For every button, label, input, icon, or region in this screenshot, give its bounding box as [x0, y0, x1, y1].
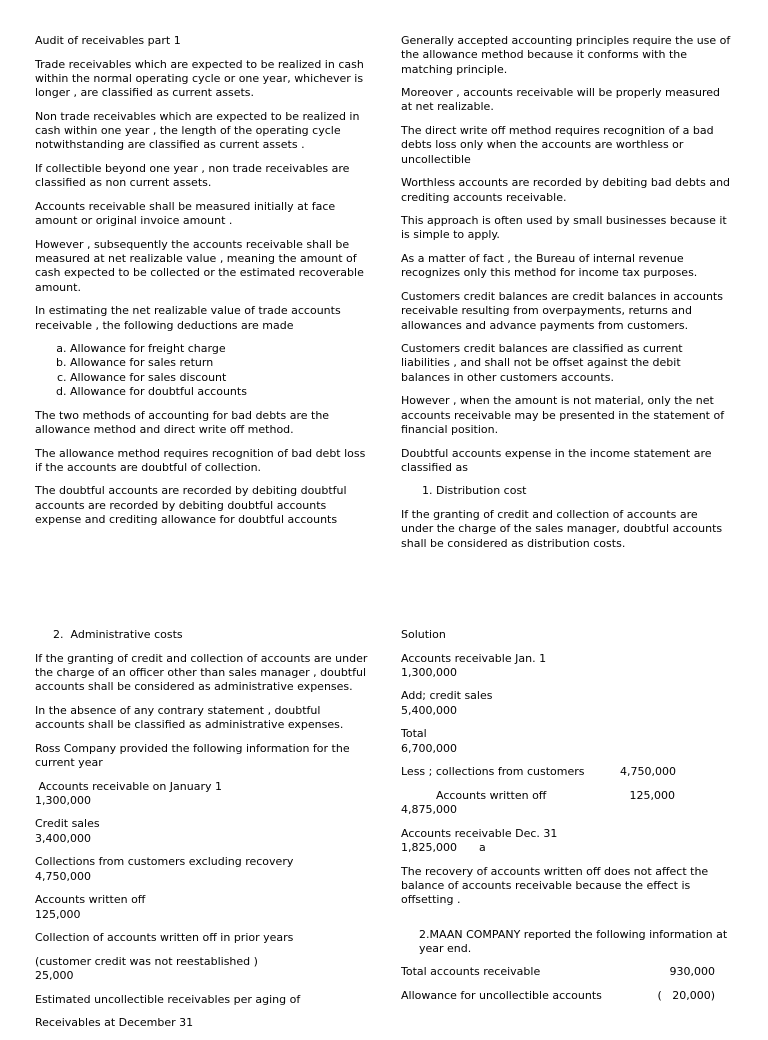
paragraph: Moreover , accounts receivable will be properly measured at net realizable.: [401, 86, 721, 114]
data-value: 1,300,000: [35, 793, 91, 807]
paragraph: However , subsequently the accounts receivable shall be measured at net realizable value , meaning the amount of cash expected to be collected or the estimated recoverable amount.: [35, 237, 364, 294]
data-label: Accounts receivable on January 1: [35, 779, 223, 793]
data-item: [35, 855, 370, 884]
paragraph: The doubtful accounts are recorded by debiting doubtful accounts are recorded by debiting doubtful accounts expense and crediting allowance for doubtful accounts: [35, 484, 347, 526]
data-item: [35, 893, 370, 922]
paragraph: The direct write off method requires recognition of a bad debts loss only when the accounts are worthless or uncollectible: [401, 124, 714, 166]
document-title: Audit of receivables part 1: [35, 34, 181, 47]
paragraph: Worthless accounts are recorded by debiting bad debts and crediting accounts receivable.: [401, 176, 731, 204]
data-label: Total accounts receivable: [401, 965, 541, 979]
list-item: a. Allowance for freight charge: [70, 342, 370, 356]
data-value: 1,300,000: [401, 665, 457, 679]
list-item: c. Allowance for sales discount: [70, 371, 370, 385]
data-label: Accounts written off: [436, 788, 547, 802]
data-value: 5,400,000: [401, 703, 457, 717]
data-value: 125,000: [629, 788, 675, 802]
data-label: Total: [401, 727, 427, 741]
data-value: 6,700,000: [401, 741, 457, 755]
classification-list: [401, 484, 733, 498]
data-item: [35, 955, 370, 984]
list-item: b. Allowance for sales return: [70, 356, 370, 370]
data-label: Accounts receivable Jan. 1: [401, 651, 547, 665]
problem-heading: 2.MAAN COMPANY reported the following information at year end.: [419, 927, 728, 955]
paragraph: Non trade receivables which are expected to be realized in cash within one year , the length of the operating cycle notwithstanding are classified as current assets .: [35, 109, 360, 152]
paragraph: The recovery of accounts written off does not affect the balance of accounts receivable because the effect is offsetting .: [401, 864, 709, 907]
data-item: [401, 689, 733, 718]
answer-marker: a: [478, 841, 486, 855]
paragraph: Trade receivables which are expected to be realized in cash within the normal operating cycle or one year, whichever is longer , are classified as current assets.: [35, 57, 364, 100]
data-item: [401, 989, 733, 1003]
paragraph: If the granting of credit and collection of accounts are under the charge of the sales manager, doubtful accounts shall be considered as distribution costs.: [401, 507, 723, 550]
list-item-label: Administrative costs: [70, 628, 183, 641]
data-value: ( 20,000): [657, 989, 715, 1003]
paragraph: Customers credit balances are credit balances in accounts receivable resulting from overpayments, returns and allowances and advance payments from customers.: [401, 289, 723, 332]
data-label: Collections from customers excluding recovery: [35, 855, 294, 869]
data-label: Add; credit sales: [401, 689, 493, 703]
data-item: [401, 965, 733, 979]
paragraph: Generally accepted accounting principles require the use of the allowance method because it conforms with the matching principle.: [401, 34, 731, 76]
data-item: [401, 727, 733, 756]
paragraph: If the granting of credit and collection of accounts are under the charge of an officer other than sales manager , doubtful accounts shall be considered as administrative expenses.: [35, 651, 368, 694]
data-item: [401, 789, 733, 818]
paragraph: Ross Company provided the following information for the current year: [35, 741, 350, 769]
data-label: (customer credit was not reestablished ): [35, 954, 258, 968]
paragraph: Doubtful accounts expense in the income statement are classified as: [401, 446, 712, 474]
right-column-bottom: [401, 628, 733, 1013]
paragraph: The allowance method requires recognition of bad debt loss if the accounts are doubtful of collection.: [35, 446, 366, 474]
paragraph: Customers credit balances are classified as current liabilities , and shall not be offset against the debit balances in other customers accounts.: [401, 342, 683, 384]
paragraph: As a matter of fact , the Bureau of internal revenue recognizes only this method for income tax purposes.: [401, 252, 698, 280]
data-value: 25,000: [35, 969, 74, 983]
paragraph: The two methods of accounting for bad debts are the allowance method and direct write off method.: [35, 408, 330, 436]
paragraph: Estimated uncollectible receivables per aging of: [35, 992, 301, 1006]
list-item: d. Allowance for doubtful accounts: [70, 385, 370, 399]
data-label: Less ; collections from customers: [401, 765, 585, 779]
data-value: 1,825,000: [401, 841, 457, 855]
paragraph: In the absence of any contrary statement , doubtful accounts shall be classified as administrative expenses.: [35, 703, 344, 732]
data-value: 4,750,000: [35, 869, 91, 883]
data-value: 4,750,000: [620, 765, 676, 779]
paragraph: Accounts receivable shall be measured initially at face amount or original invoice amount .: [35, 199, 336, 228]
data-value: 4,875,000: [401, 803, 457, 817]
paragraph: If collectible beyond one year , non trade receivables are classified as non current assets.: [35, 161, 350, 190]
paragraph: This approach is often used by small businesses because it is simple to apply.: [401, 214, 727, 242]
data-label: Allowance for uncollectible accounts: [401, 989, 602, 1003]
data-label: Credit sales: [35, 817, 100, 831]
solution-heading: Solution: [401, 628, 446, 641]
data-label: Accounts receivable Dec. 31: [401, 826, 558, 840]
list-item: 1. Distribution cost: [436, 484, 733, 498]
paragraph: In estimating the net realizable value of trade accounts receivable , the following deductions are made: [35, 304, 341, 332]
data-item: [401, 765, 733, 779]
right-column-top: [401, 34, 733, 560]
paragraph: Collection of accounts written off in prior years: [35, 931, 294, 945]
data-item: [401, 827, 733, 856]
data-value: 3,400,000: [35, 831, 91, 845]
data-item: [35, 780, 370, 809]
list-number: 2.: [53, 628, 64, 641]
data-item: [401, 652, 733, 681]
data-label: Accounts written off: [35, 893, 146, 907]
paragraph: Receivables at December 31: [35, 1016, 194, 1030]
data-value: 125,000: [35, 907, 81, 921]
data-value: 930,000: [669, 965, 715, 979]
deductions-list: [35, 342, 370, 399]
data-item: [35, 817, 370, 846]
left-column-top: [35, 34, 370, 537]
left-column-bottom: [35, 628, 370, 1040]
list-item: [35, 628, 370, 642]
paragraph: However , when the amount is not material, only the net accounts receivable may be presented in the statement of financial position.: [401, 394, 725, 436]
